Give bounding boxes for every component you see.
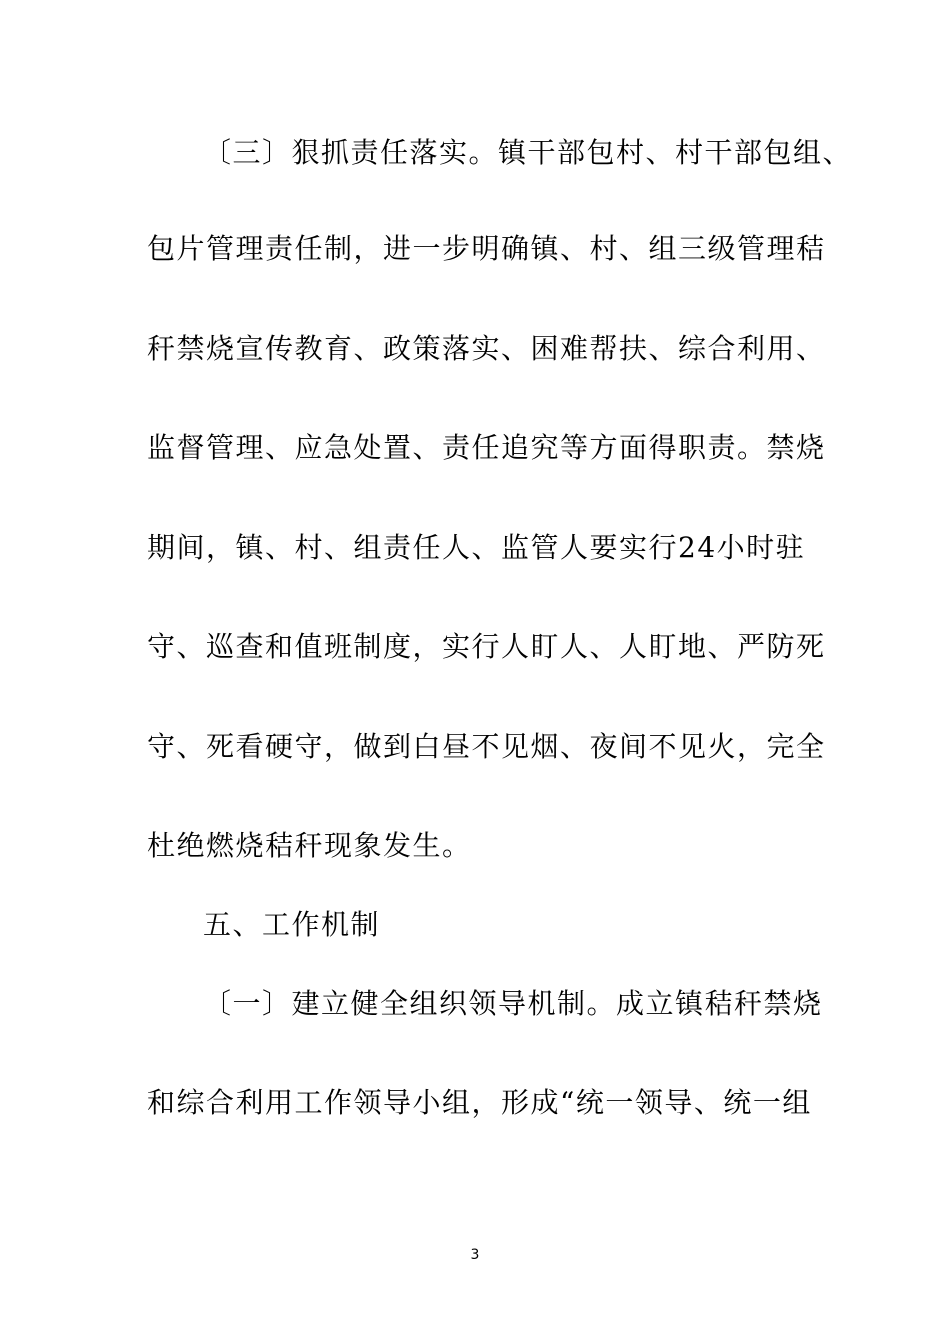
paragraph-line: 包片管理责任制，进一步明确镇、村、组三级管理秸: [147, 232, 826, 265]
paragraph-line: 守、死看硬守，做到白昼不见烟、夜间不见火，完全: [147, 730, 826, 763]
page-number: 3: [470, 1247, 480, 1263]
paragraph-line: 秆禁烧宣传教育、政策落实、困难帮扶、综合利用、: [147, 332, 826, 365]
section-heading: 五、工作机制: [203, 908, 381, 941]
paragraph-line: 和综合利用工作领导小组，形成“统一领导、统一组: [147, 1086, 812, 1119]
paragraph-line: 杜绝燃烧秸秆现象发生。: [147, 829, 472, 862]
paragraph-line: 守、巡查和值班制度，实行人盯人、人盯地、严防死: [147, 630, 826, 663]
paragraph-line: 期间，镇、村、组责任人、监管人要实行24小时驻: [147, 531, 806, 564]
paragraph-line: 监督管理、应急处置、责任追究等方面得职责。禁烧: [147, 431, 826, 464]
paragraph-line: 〔一〕建立健全组织领导机制。成立镇秸秆禁烧: [203, 987, 823, 1020]
paragraph-line: 〔三〕狠抓责任落实。镇干部包村、村干部包组、: [203, 136, 853, 169]
